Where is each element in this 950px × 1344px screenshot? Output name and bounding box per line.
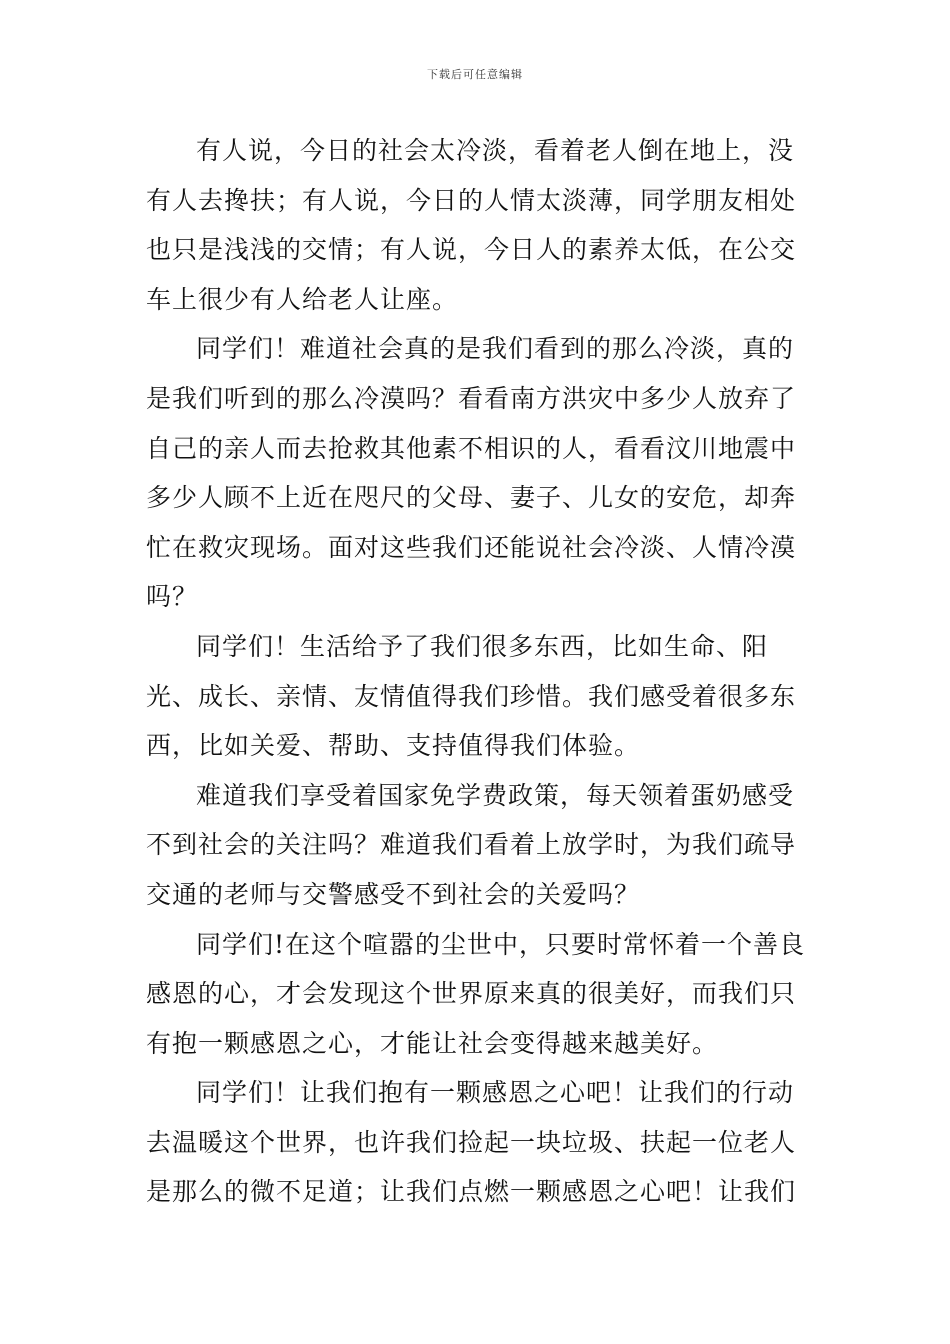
paragraph-3: 同学们！生活给予了我们很多东西，比如生命、阳光、成长、亲情、友情值得我们珍惜。我们感受着很多东西，比如关爱、帮助、支持值得我们体验。	[146, 631, 797, 761]
paragraph-2: 同学们！难道社会真的是我们看到的那么冷淡，真的是我们听到的那么冷漠吗？看看南方洪灾中多少人放弃了自己的亲人而去抢救其他素不相识的人，看看汶川地震中多少人顾不上近在咫尺的父母、妻子、儿女的安危，却奔忙在救灾现场。面对这些我们还能说社会冷淡、人情冷漠吗？	[146, 334, 797, 612]
paragraph-1: 有人说，今日的社会太冷淡，看着老人倒在地上，没有人去搀扶；有人说，今日的人情太淡薄，同学朋友相处也只是浅浅的交情；有人说，今日人的素养太低，在公交车上很少有人给老人让座。	[146, 136, 797, 314]
paragraph-4: 难道我们享受着国家免学费政策，每天领着蛋奶感受不到社会的关注吗？难道我们看着上放学时，为我们疏导交通的老师与交警感受不到社会的关爱吗？	[146, 780, 797, 909]
paragraph-5: 同学们!在这个喧嚣的尘世中，只要时常怀着一个善良感恩的心，才会发现这个世界原来真的很美好，而我们只有抱一颗感恩之心，才能让社会变得越来越美好。	[146, 929, 806, 1058]
header-note: 下载后可任意编辑	[427, 68, 523, 81]
paragraph-6: 同学们！让我们抱有一颗感恩之心吧！让我们的行动去温暖这个世界，也许我们捡起一块垃圾、扶起一位老人是那么的微不足道；让我们点燃一颗感恩之心吧！让我们	[146, 1078, 797, 1207]
document-body	[146, 126, 814, 1217]
